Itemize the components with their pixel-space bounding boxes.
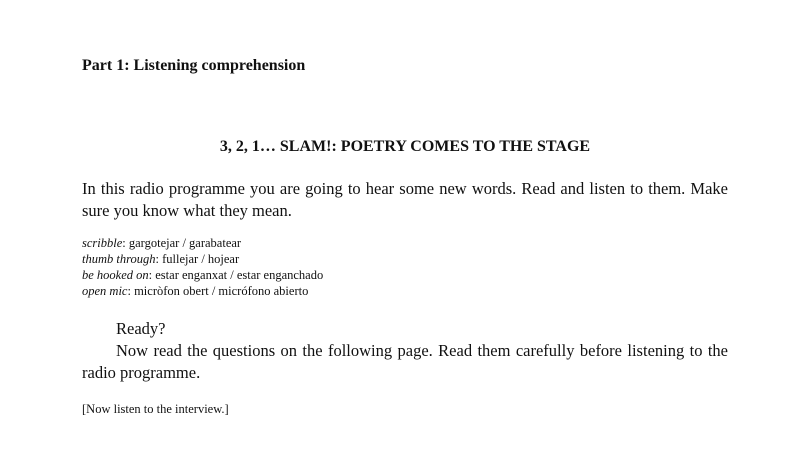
vocabulary-term: scribble [82,236,123,250]
vocabulary-item [82,251,323,267]
vocabulary-translation: : gargotejar / garabatear [122,236,242,250]
intro-paragraph: In this radio programme you are going to hear some new words. Read and listen to them. Make sure you know what they mean. [82,179,728,220]
ready-line: Ready? [116,319,166,338]
vocabulary-term: open mic [82,284,128,298]
vocabulary-item [82,267,323,283]
vocabulary-item [82,283,323,299]
section-title: 3, 2, 1… SLAM!: POETRY COMES TO THE STAGE [219,138,591,155]
vocabulary-translation: : estar enganxat / estar enganchado [148,268,324,282]
vocabulary-term: be hooked on [82,268,149,282]
instruction-paragraph: Now read the questions on the following page. Read them carefully before listening to the radio programme. [82,341,728,382]
listening-note: [Now listen to the interview.] [82,402,229,416]
vocabulary-item [82,235,323,251]
instructions-block [82,318,728,384]
part-heading: Part 1: Listening comprehension [82,57,306,74]
vocabulary-term: thumb through [82,252,156,266]
vocabulary-translation: : fullejar / hojear [155,252,240,266]
vocabulary-list [82,235,323,299]
vocabulary-translation: : micròfon obert / micrófono abierto [127,284,309,298]
